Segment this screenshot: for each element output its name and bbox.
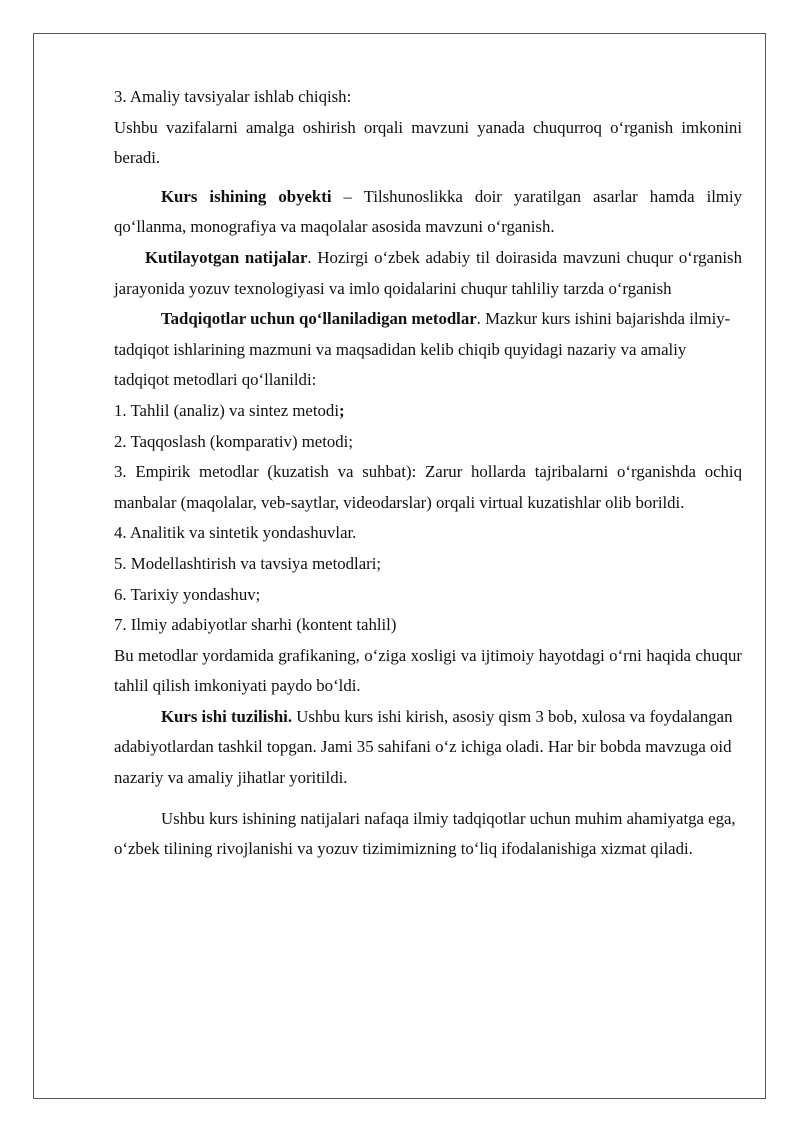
tasks-summary: Ushbu vazifalarni amalga oshirish orqali mavzuni yanada chuqurroq o‘rganish imkonini beradi. <box>114 117 742 168</box>
method-item-1-punct: ; <box>339 400 345 420</box>
research-object-paragraph <box>114 182 742 243</box>
method-item-3: 3. Empirik metodlar (kuzatish va suhbat): Zarur hollarda tajribalarni o‘rganishda ochiq manbalar (maqolalar, veb-saytlar, videodarslar) orqali virtual kuzatishlar olib borildi. <box>114 462 742 512</box>
document-body <box>114 82 742 865</box>
structure-text: Ushbu kurs ishi kirish, asosiy qism 3 bob, xulosa va foydalangan adabiyotlardan tashkil topgan. Jami 35 sahifani o‘z ichiga oladi. Har bir bobda mavzuga oid nazariy va amaliy jihatlar yoritildi. <box>114 706 733 788</box>
expected-results-text: . Hozirgi o‘zbek adabiy til doirasida mavzuni chuqur o‘rganish jarayonida yozuv texnologiyasi va imlo qoidalarini chuqur tahliliy tarzda o‘rganish <box>114 247 742 298</box>
expected-results-heading: Kutilayotgan natijalar <box>145 247 308 267</box>
structure-paragraph <box>114 702 742 794</box>
research-object-text: – Tilshunoslikka doir yaratilgan asarlar hamda ilmiy qo‘llanma, monografiya va maqolalar asosida mavzuni o‘rganish. <box>114 186 742 237</box>
method-item-1-text: 1. Tahlil (analiz) va sintez metodi <box>114 400 339 420</box>
method-item-4: 4. Analitik va sintetik yondashuvlar. <box>114 523 357 543</box>
method-item-7: 7. Ilmiy adabiyotlar sharhi (kontent tahlil) <box>114 615 397 635</box>
methods-paragraph <box>114 304 742 396</box>
results-significance-paragraph: Ushbu kurs ishining natijalari nafaqa ilmiy tadqiqotlar uchun muhim ahamiyatga ega, o‘zbek tilining rivojlanishi va yozuv tizimimizning to‘liq ifodalanishiga xizmat qiladi. <box>114 808 736 859</box>
research-object-heading: Kurs ishining obyekti <box>161 186 332 206</box>
expected-results-paragraph <box>114 243 742 304</box>
task-item-3: 3. Amaliy tavsiyalar ishlab chiqish: <box>114 87 352 106</box>
method-item-1 <box>114 396 742 427</box>
method-item-5: 5. Modellashtirish va tavsiya metodlari; <box>114 553 382 573</box>
methods-conclusion: Bu metodlar yordamida grafikaning, o‘ziga xosligi va ijtimoiy hayotdagi o‘rni haqida chuqur tahlil qilish imkoniyati paydo bo‘ldi. <box>114 645 742 696</box>
methods-heading: Tadqiqotlar uchun qo‘llaniladigan metodlar <box>161 309 477 329</box>
methods-text: . Mazkur kurs ishini bajarishda ilmiy-tadqiqot ishlarining mazmuni va maqsadidan kelib chiqib quyidagi nazariy va amaliy tadqiqot metodlari qo‘llanildi: <box>114 309 731 390</box>
method-item-2: 2. Taqqoslash (komparativ) metodi; <box>114 431 354 451</box>
method-item-6: 6. Tarixiy yondashuv; <box>114 584 261 604</box>
structure-heading: Kurs ishi tuzilishi. <box>161 706 293 726</box>
